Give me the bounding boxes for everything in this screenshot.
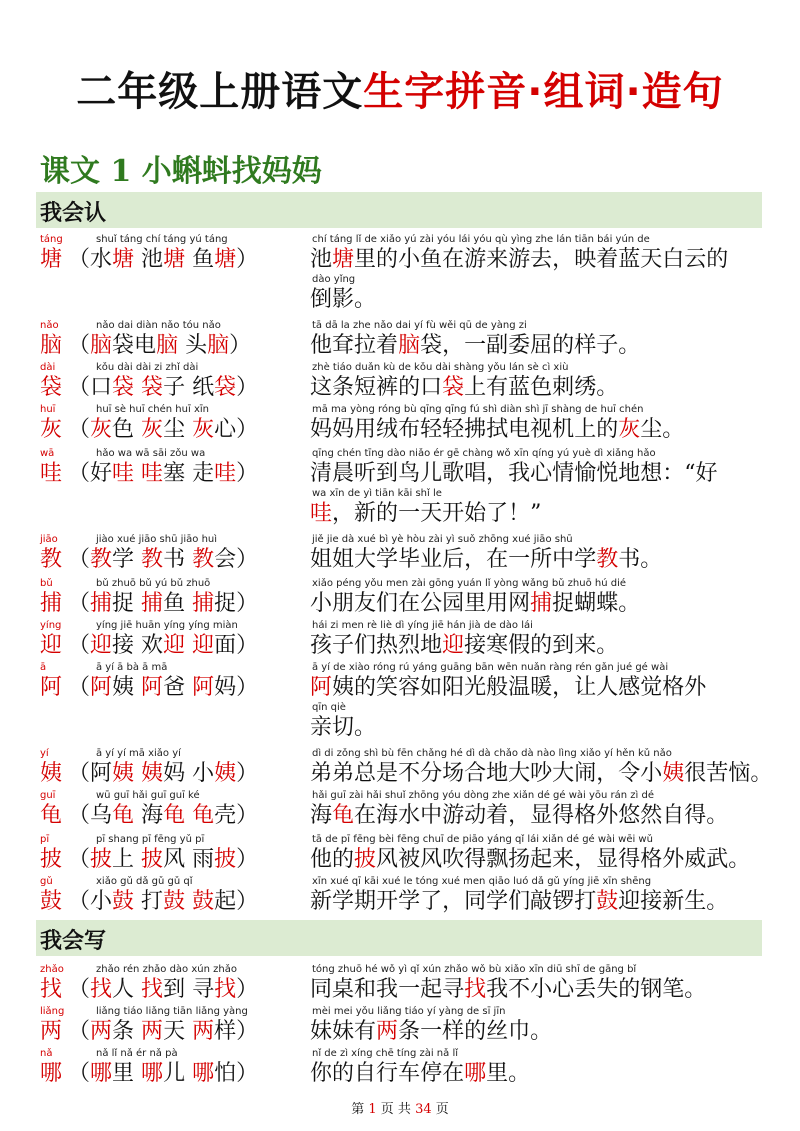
- words-pinyin: xiǎo gǔ dǎ gǔ gǔ qǐ: [96, 876, 193, 887]
- section-label: 我会写: [40, 928, 107, 954]
- example-sentence: 弟弟总是不分场合地大吵大闹，令小姨很苦恼。: [310, 761, 773, 786]
- section-header-recognize: [36, 192, 762, 228]
- words-pinyin: hǎo wa wā sāi zǒu wa: [96, 448, 206, 459]
- sentence-pinyin: mā ma yòng róng bù qīng qīng fú shì diàn shì jī shàng de huī chén: [312, 404, 644, 415]
- word-group: （两条 两天 两样）: [68, 1019, 259, 1044]
- words-pinyin: shuǐ táng chí táng yú táng: [96, 234, 228, 245]
- sentence-pinyin: hǎi guī zài hǎi shuǐ zhōng yóu dòng zhe xiǎn dé gé wài yōu rán zì dé: [312, 790, 655, 801]
- word-group: （好哇 哇塞 走哇）: [68, 461, 259, 486]
- char-pinyin: huī: [40, 404, 56, 415]
- words-pinyin: nǎ lǐ nǎ ér nǎ pà: [96, 1048, 178, 1059]
- sentence-pinyin: tā dā la zhe nǎo dai yí fù wěi qū de yàng zi: [312, 320, 527, 331]
- hanzi-character: 脑: [40, 333, 63, 358]
- word-group: （披上 披风 雨披）: [68, 847, 259, 872]
- char-pinyin: yíng: [40, 620, 62, 631]
- words-pinyin: pī shang pī fēng yǔ pī: [96, 834, 205, 845]
- sentence-pinyin: mèi mei yǒu liǎng tiáo yí yàng de sī jīn: [312, 1006, 506, 1017]
- words-pinyin: kǒu dài dài zi zhǐ dài: [96, 362, 199, 373]
- word-group: （捕捉 捕鱼 捕捉）: [68, 591, 259, 616]
- example-sentence: 海龟在海水中游动着，显得格外悠然自得。: [310, 803, 729, 828]
- sentence-pinyin: xiǎo péng yǒu men zài gōng yuán lǐ yòng wǎng bǔ zhuō hú dié: [312, 578, 627, 589]
- word-group: （阿姨 阿爸 阿妈）: [68, 675, 259, 700]
- words-pinyin: huī sè huī chén huī xīn: [96, 404, 209, 415]
- word-group: （小鼓 打鼓 鼓起）: [68, 889, 259, 914]
- sentence-pinyin: nǐ de zì xíng chē tíng zài nǎ lǐ: [312, 1048, 459, 1059]
- sentence-pinyin: ā yí de xiào róng rú yáng guāng bān wēn nuǎn ràng rén gǎn jué gé wài: [312, 662, 669, 673]
- page-footer: [0, 1098, 800, 1117]
- words-pinyin: ā yí yí mā xiǎo yí: [96, 748, 181, 759]
- char-pinyin: ā: [40, 662, 47, 673]
- example-sentence-cont: 哇，新的一天开始了！”: [310, 501, 542, 526]
- example-sentence: 妈妈用绒布轻轻拂拭电视机上的灰尘。: [310, 417, 685, 442]
- words-pinyin: ā yí ā bà ā mā: [96, 662, 168, 673]
- char-pinyin: nǎo: [40, 320, 59, 331]
- char-pinyin: dài: [40, 362, 56, 373]
- word-group: （哪里 哪儿 哪怕）: [68, 1061, 259, 1086]
- example-sentence: 阿姨的笑容如阳光般温暖，让人感觉格外: [310, 675, 707, 700]
- char-pinyin: táng: [40, 234, 63, 245]
- char-pinyin: nǎ: [40, 1048, 53, 1059]
- example-sentence: 新学期开学了，同学们敲锣打鼓迎接新生。: [310, 889, 729, 914]
- example-sentence: 你的自行车停在哪里。: [310, 1061, 531, 1086]
- title-black: 二年级上册语文: [76, 69, 364, 115]
- words-pinyin: nǎo dai diàn nǎo tóu nǎo: [96, 320, 221, 331]
- title-red: 生字拼音·组词·造句: [363, 69, 724, 115]
- char-pinyin: gǔ: [40, 876, 53, 887]
- section-label: 我会认: [40, 200, 107, 226]
- hanzi-character: 哇: [40, 461, 63, 486]
- example-sentence: 同桌和我一起寻找我不小心丢失的钢笔。: [310, 977, 707, 1002]
- char-pinyin: wā: [40, 448, 55, 459]
- hanzi-character: 塘: [40, 247, 63, 272]
- word-group: （乌龟 海龟 龟壳）: [68, 803, 259, 828]
- sentence-pinyin: hái zi men rè liè dì yíng jiē hán jià de dào lái: [312, 620, 533, 631]
- word-group: （阿姨 姨妈 小姨）: [68, 761, 259, 786]
- hanzi-character: 袋: [40, 375, 63, 400]
- char-pinyin: jiāo: [40, 534, 58, 545]
- footer-post: 页: [435, 1102, 449, 1117]
- sentence-pinyin-cont: wa xīn de yì tiān kāi shǐ le: [312, 488, 442, 499]
- words-pinyin: yíng jiē huān yíng yíng miàn: [96, 620, 238, 631]
- sentence-pinyin: tóng zhuō hé wǒ yì qǐ xún zhǎo wǒ bù xiǎo xīn diū shī de gāng bǐ: [312, 964, 637, 975]
- char-pinyin: bǔ: [40, 578, 53, 589]
- example-sentence: 这条短裤的口袋上有蓝色刺绣。: [310, 375, 619, 400]
- example-sentence: 他耷拉着脑袋，一副委屈的样子。: [310, 333, 641, 358]
- sentence-pinyin: tā de pī fēng bèi fēng chuī de piāo yáng qǐ lái xiǎn dé gé wài wēi wǔ: [312, 834, 653, 845]
- example-sentence: 清晨听到鸟儿歌唱，我心情愉悦地想：“好: [310, 461, 718, 486]
- hanzi-character: 姨: [40, 761, 63, 786]
- words-pinyin: bǔ zhuō bǔ yú bǔ zhuō: [96, 578, 211, 589]
- sentence-pinyin: qīng chén tīng dào niǎo ér gē chàng wǒ xīn qíng yú yuè dì xiǎng hǎo: [312, 448, 656, 459]
- example-sentence-cont: 倒影。: [310, 287, 377, 312]
- word-group: （水塘 池塘 鱼塘）: [68, 247, 259, 272]
- words-pinyin: jiào xué jiāo shū jiāo huì: [96, 534, 218, 545]
- hanzi-character: 披: [40, 847, 63, 872]
- hanzi-character: 龟: [40, 803, 63, 828]
- word-group: （口袋 袋子 纸袋）: [68, 375, 259, 400]
- lesson-title: 课文 1 小蝌蚪找妈妈: [40, 154, 322, 189]
- example-sentence: 他的披风被风吹得飘扬起来，显得格外威武。: [310, 847, 751, 872]
- sentence-pinyin: dì di zǒng shì bù fēn chǎng hé dì dà chǎo dà nào lìng xiǎo yí hěn kǔ nǎo: [312, 748, 672, 759]
- words-pinyin: wū guī hǎi guī guī ké: [96, 790, 200, 801]
- sentence-pinyin: jiě jie dà xué bì yè hòu zài yì suǒ zhōng xué jiāo shū: [312, 534, 573, 545]
- example-sentence: 妹妹有两条一样的丝巾。: [310, 1019, 553, 1044]
- word-group: （灰色 灰尘 灰心）: [68, 417, 259, 442]
- char-pinyin: pī: [40, 834, 50, 845]
- example-sentence: 姐姐大学毕业后，在一所中学教书。: [310, 547, 663, 572]
- footer-pre: 第: [351, 1102, 365, 1117]
- char-pinyin: yí: [40, 748, 49, 759]
- section-header-write: [36, 920, 762, 956]
- page-number: 1: [368, 1102, 377, 1117]
- sentence-pinyin: xīn xué qī kāi xué le tóng xué men qiāo luó dǎ gǔ yíng jiē xīn shēng: [312, 876, 652, 887]
- words-pinyin: liǎng tiáo liǎng tiān liǎng yàng: [96, 1006, 248, 1017]
- page-title: [0, 60, 800, 117]
- sentence-pinyin-cont: qīn qiè: [312, 702, 346, 713]
- sentence-pinyin: zhè tiáo duǎn kù de kǒu dài shàng yǒu lán sè cì xiù: [312, 362, 569, 373]
- word-group: （迎接 欢迎 迎面）: [68, 633, 259, 658]
- char-pinyin: liǎng: [40, 1006, 65, 1017]
- example-sentence: 池塘里的小鱼在游来游去，映着蓝天白云的: [310, 247, 729, 272]
- hanzi-character: 迎: [40, 633, 63, 658]
- page-total: 34: [415, 1102, 432, 1117]
- char-pinyin: guī: [40, 790, 56, 801]
- hanzi-character: 捕: [40, 591, 63, 616]
- hanzi-character: 灰: [40, 417, 63, 442]
- hanzi-character: 鼓: [40, 889, 63, 914]
- hanzi-character: 哪: [40, 1061, 63, 1086]
- char-pinyin: zhǎo: [40, 964, 64, 975]
- word-group: （教学 教书 教会）: [68, 547, 259, 572]
- sentence-pinyin: chí táng lǐ de xiǎo yú zài yóu lái yóu qù yìng zhe lán tiān bái yún de: [312, 234, 650, 245]
- hanzi-character: 找: [40, 977, 63, 1002]
- hanzi-character: 两: [40, 1019, 63, 1044]
- example-sentence-cont: 亲切。: [310, 715, 377, 740]
- hanzi-character: 教: [40, 547, 63, 572]
- sentence-pinyin-cont: dào yǐng: [312, 274, 356, 285]
- example-sentence: 孩子们热烈地迎接寒假的到来。: [310, 633, 619, 658]
- word-group: （脑袋电脑 头脑）: [68, 333, 252, 358]
- word-group: （找人 找到 寻找）: [68, 977, 259, 1002]
- words-pinyin: zhǎo rén zhǎo dào xún zhǎo: [96, 964, 237, 975]
- example-sentence: 小朋友们在公园里用网捕捉蝴蝶。: [310, 591, 641, 616]
- footer-mid: 页 共: [380, 1102, 411, 1117]
- hanzi-character: 阿: [40, 675, 63, 700]
